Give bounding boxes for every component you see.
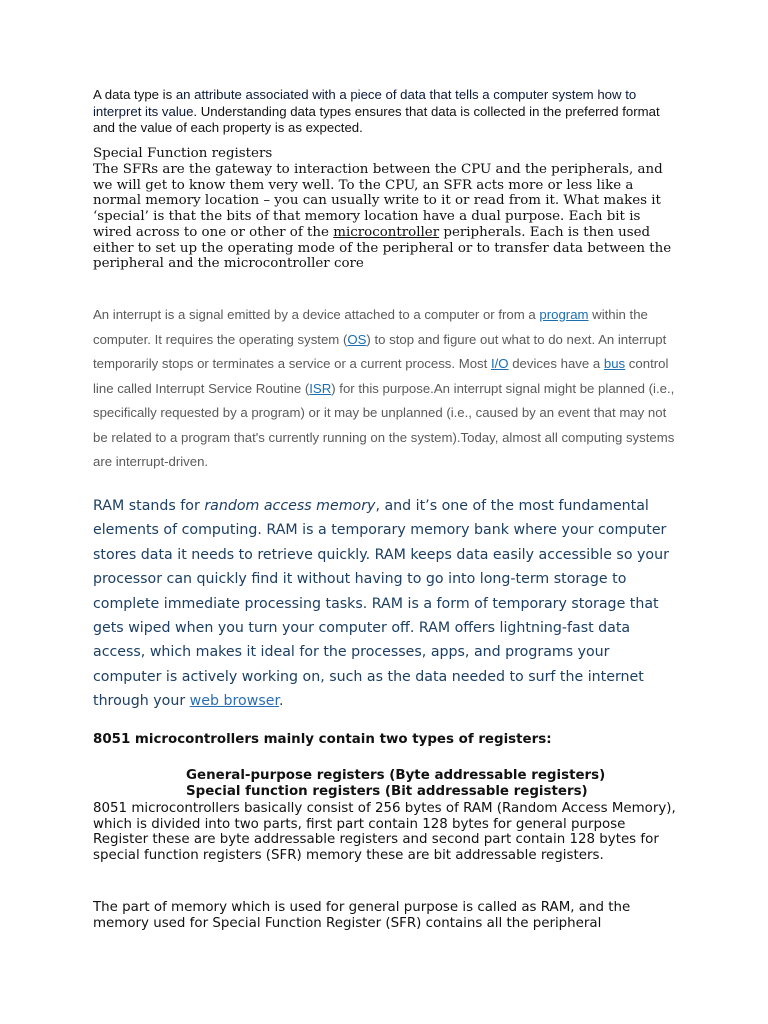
memory-paragraph: The part of memory which is used for general purpose is called as RAM, and the memory used for Special Function Register (SFR) contains all the peripheral bbox=[93, 900, 631, 931]
io-link[interactable]: I/O bbox=[490, 356, 509, 371]
web-browser-link[interactable]: web browser bbox=[189, 693, 279, 710]
datatype-definition: an attribute associated with a piece of data that tells a computer system how to interpret its value bbox=[93, 87, 637, 119]
ram-italic: random access memory bbox=[204, 498, 376, 514]
interrupt-text-4: devices have a bbox=[508, 356, 604, 371]
program-link[interactable]: program bbox=[539, 307, 589, 322]
os-link[interactable]: OS bbox=[347, 331, 367, 347]
registers-list bbox=[186, 768, 677, 799]
isr-link[interactable]: ISR bbox=[309, 380, 332, 396]
register-item-special: Special function registers (Bit addressable registers) bbox=[186, 783, 588, 799]
interrupt-text-1: An interrupt is a signal emitted by a device attached to a computer or from a bbox=[93, 307, 540, 322]
sfr-body-before: The SFRs are the gateway to interaction between the CPU and the peripherals, and we will get to know them very well. To the CPU, an SFR acts more or less like a normal memory location – you can usually write to it or read from it. What makes it ‘special’ is that the bits of that memory location have a dual purpose. Each bit is wired across to one or other of the bbox=[93, 162, 663, 240]
interrupt-text-3: ) to stop and figure out what to do next. An interrupt temporarily stops or terminates a service or a current process. Most bbox=[93, 331, 667, 371]
ram-text-3: . bbox=[278, 693, 284, 710]
registers-heading: 8051 microcontrollers mainly contain two types of registers: bbox=[93, 732, 552, 747]
sfr-title: Special Function registers bbox=[93, 146, 273, 161]
datatype-rest: . Understanding data types ensures that data is collected in the preferred format and the value of each property is as expected. bbox=[93, 103, 660, 135]
interrupt-text-2: within the computer. It requires the operating system ( bbox=[93, 307, 648, 347]
ram-text-2: , and it’s one of the most fundamental elements of computing. RAM is a temporary memory bank where your computer stores data it needs to retrieve quickly. RAM keeps data easily accessible so your processor can quickly find it without having to go into long-term storage to complete immediate processing tasks. RAM is a form of temporary storage that gets wiped when you turn your computer off. RAM offers lightning-fast data access, which makes it ideal for the processes, apps, and programs your computer is actively working on, such as the data needed to surf the internet through your bbox=[93, 498, 669, 710]
datatype-prefix: A data type is bbox=[93, 87, 176, 102]
ram-text-1: RAM stands for bbox=[93, 498, 205, 514]
interrupt-text-6: ) for this purpose.An interrupt signal might be planned (i.e., specifically requested by a program) or it may be unplanned (i.e., caused by an event that may not be related to a program that's currently running on the system).Today, almost all computing systems are interrupt-driven. bbox=[93, 380, 675, 469]
interrupt-text-5: control line called Interrupt Service Routine ( bbox=[93, 356, 669, 396]
bus-link[interactable]: bus bbox=[603, 356, 626, 371]
sfr-paragraph bbox=[93, 162, 677, 272]
microcontroller-link[interactable]: microcontroller bbox=[333, 224, 440, 240]
sfr-body-after: peripherals. Each is then used either to set up the operating mode of the peripheral or to transfer data between the peripheral and the microcontroller core bbox=[93, 224, 672, 272]
interrupt-paragraph bbox=[93, 303, 677, 475]
register-item-general: General-purpose registers (Byte addressable registers) bbox=[186, 768, 606, 783]
registers-paragraph: 8051 microcontrollers basically consist of 256 bytes of RAM (Random Access Memory), which is divided into two parts, first part contain 128 bytes for general purpose Register these are byte addressable registers and second part contain 128 bytes for special function registers (SFR) memory these are bit addressable registers. bbox=[93, 801, 676, 864]
datatype-paragraph bbox=[93, 87, 677, 137]
ram-paragraph bbox=[93, 494, 677, 714]
